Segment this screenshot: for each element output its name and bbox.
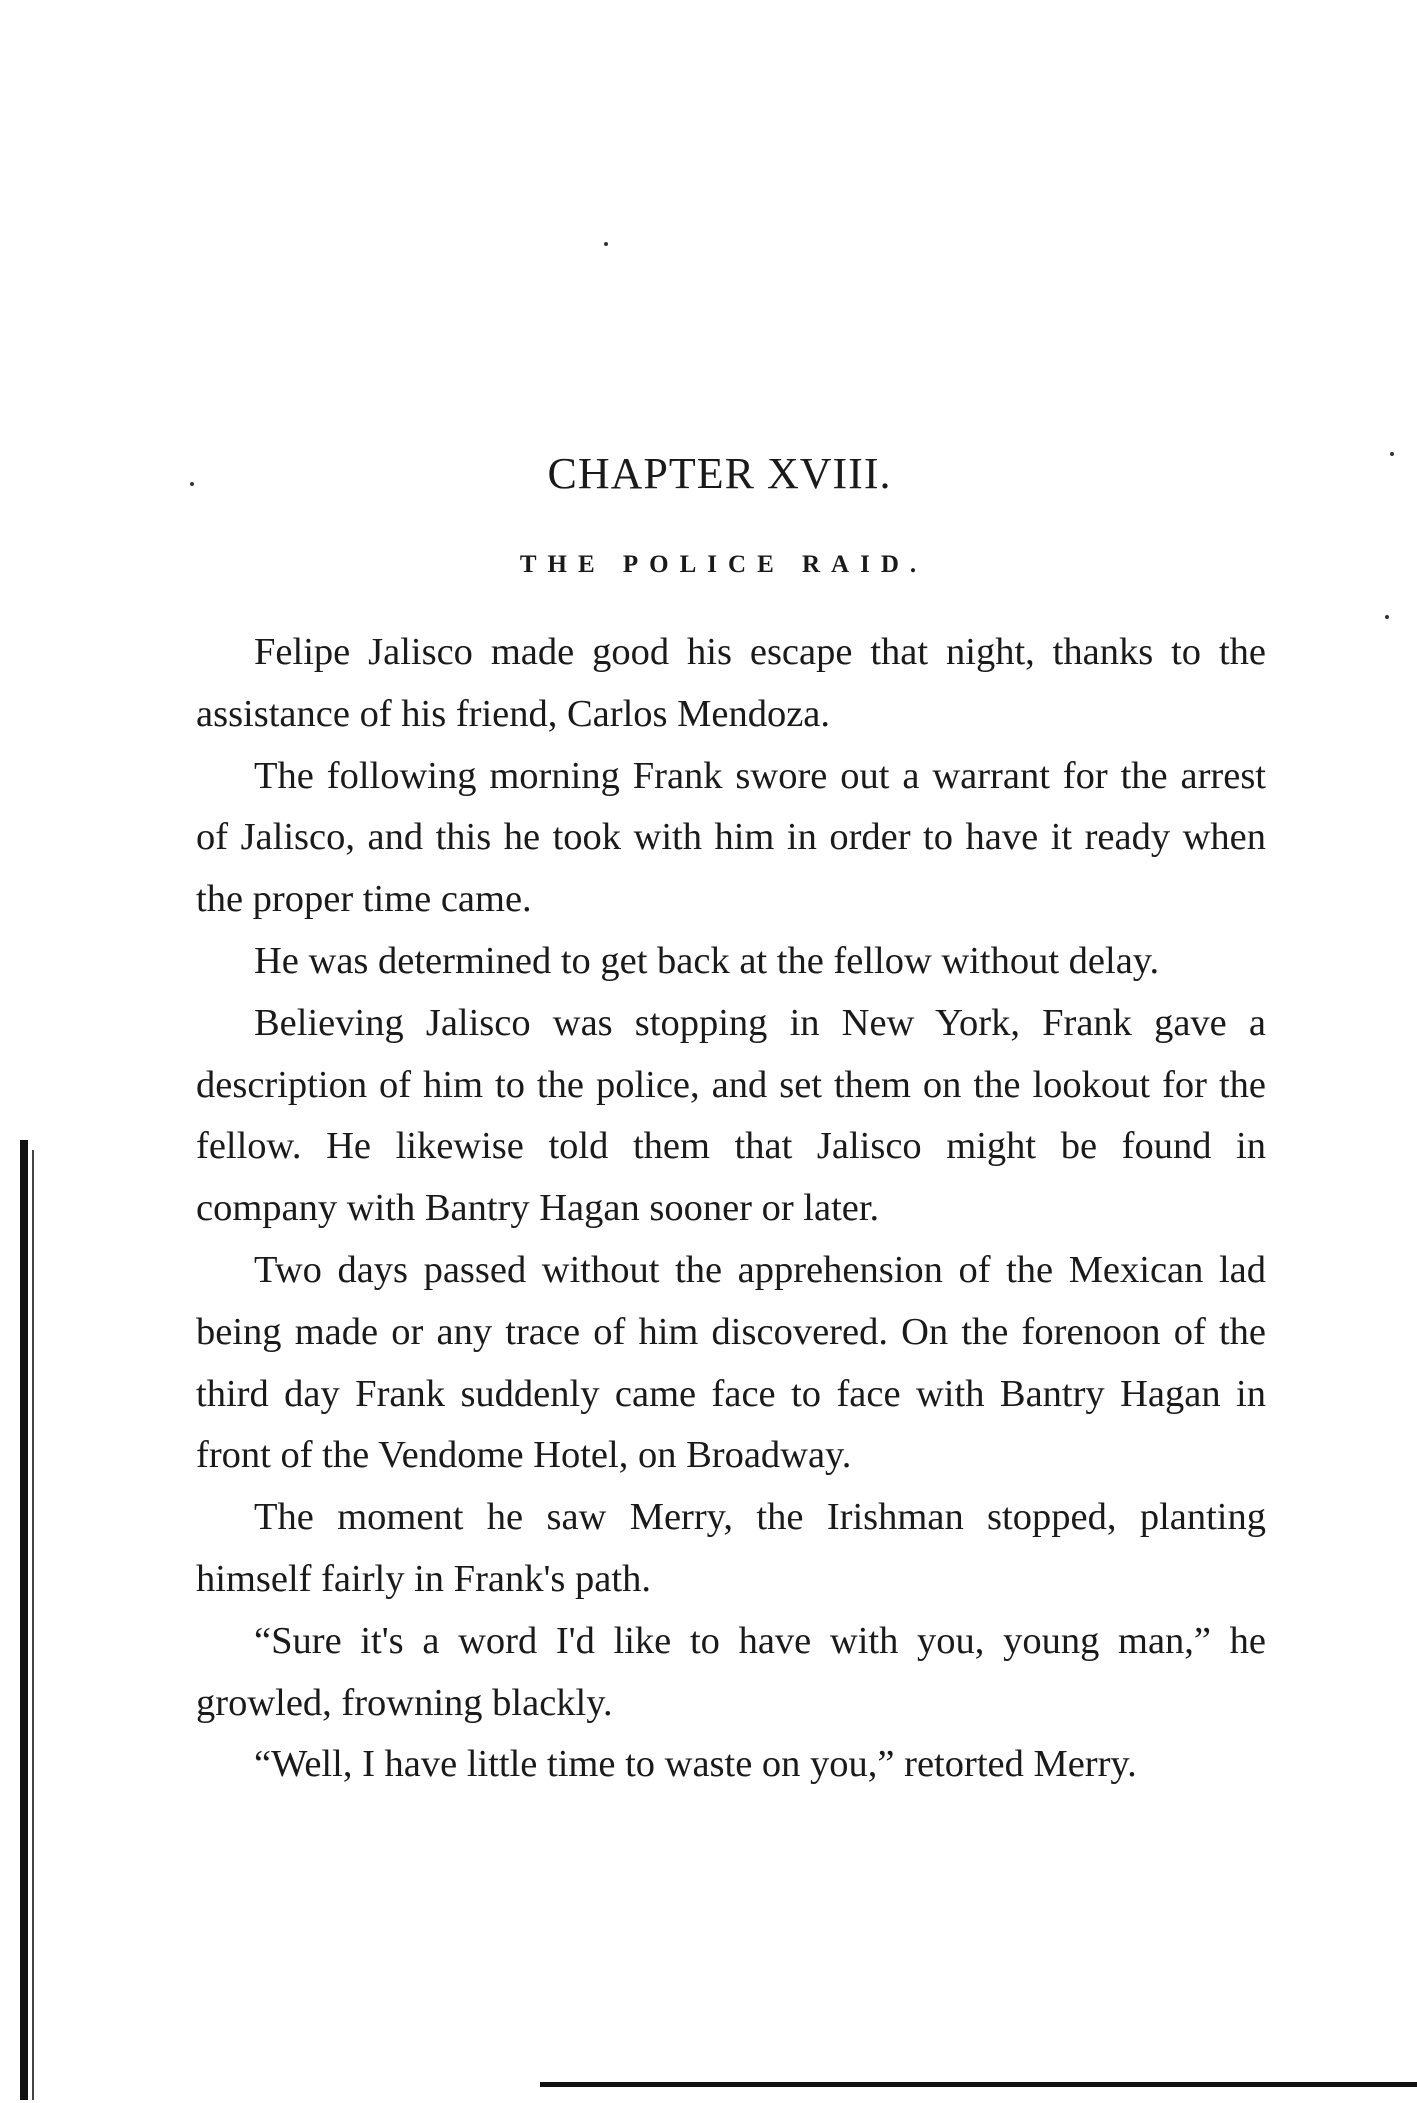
- paragraph: “Well, I have little time to waste on you,” retorted Merry.: [254, 1743, 1137, 1786]
- paragraph: Two days passed without the apprehension of the Mexican lad being made or any trace of him discovered. On the forenoon of the third day Frank suddenly came face to face with Bantry Hagan in front of the Vendome Hotel, on Broadway.: [196, 1248, 1266, 1477]
- chapter-title: CHAPTER XVIII.: [547, 449, 892, 498]
- paragraph: The following morning Frank swore out a warrant for the arrest of Jalisco, and this he took with him in order to have it ready when the proper time came.: [196, 754, 1266, 921]
- print-speck: [1385, 615, 1389, 619]
- paragraph: He was determined to get back at the fellow without delay.: [254, 939, 1160, 982]
- paragraph: “Sure it's a word I'd like to have with you, young man,” he growled, frowning blackly.: [196, 1619, 1266, 1724]
- paragraph: Believing Jalisco was stopping in New York, Frank gave a description of him to the police, and set them on the lookout for the fellow. He likewise told them that Jalisco might be found in company with Bantry Hagan sooner or later.: [196, 1001, 1266, 1230]
- paragraph: The moment he saw Merry, the Irishman stopped, planting himself fairly in Frank's path.: [196, 1496, 1266, 1600]
- chapter-subtitle: THE POLICE RAID.: [519, 551, 928, 578]
- bottom-edge-rule: [540, 2082, 1417, 2087]
- chapter-body: [196, 622, 1266, 1796]
- print-speck: [604, 242, 608, 246]
- binding-edge-shadow: [20, 1140, 28, 2100]
- paragraph: Felipe Jalisco made good his escape that night, thanks to the assistance of his friend, Carlos Mendoza.: [196, 631, 1266, 735]
- binding-edge-line: [32, 1150, 34, 2100]
